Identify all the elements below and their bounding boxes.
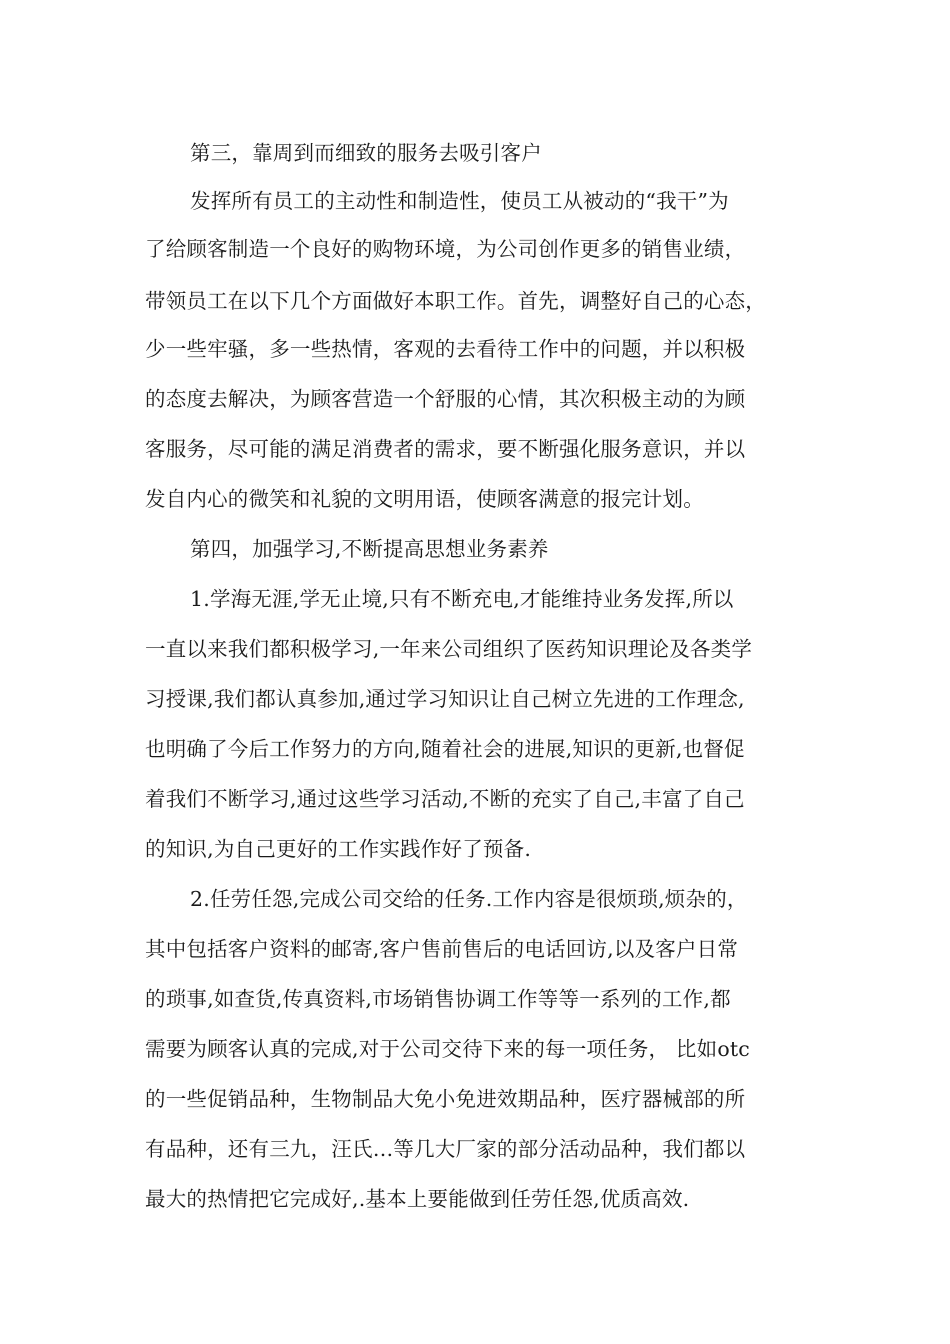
paragraph-line: 2.任劳任怨,完成公司交给的任务.工作内容是很烦琐,烦杂的， [190, 887, 748, 911]
paragraph-line: 带领员工在以下几个方面做好本职工作。首先，调整好自己的心态， [145, 289, 766, 313]
paragraph-line: 少一些牢骚，多一些热情，客观的去看待工作中的问题，并以积极 [145, 337, 746, 361]
paragraph-line: 的一些促销品种，生物制品大免小免进效期品种，医疗器械部的所 [145, 1087, 746, 1111]
section-heading-4: 第四，加强学习,不断提高思想业务素养 [190, 537, 549, 561]
paragraph-line: 1.学海无涯,学无止境,只有不断充电,才能维持业务发挥,所以 [190, 587, 734, 611]
paragraph-line: 的态度去解决，为顾客营造一个舒服的心情，其次积极主动的为顾 [145, 387, 746, 411]
paragraph-line: 一直以来我们都积极学习,一年来公司组织了医药知识理论及各类学 [145, 637, 753, 661]
paragraph-line: 发自内心的微笑和礼貌的文明用语，使顾客满意的报完计划。 [145, 487, 704, 511]
paragraph-line: 客服务，尽可能的满足消费者的需求，要不断强化服务意识，并以 [145, 437, 746, 461]
section-heading-3: 第三，靠周到而细致的服务去吸引客户 [190, 141, 542, 165]
paragraph-line: 发挥所有员工的主动性和制造性，使员工从被动的“我干”为 [190, 189, 729, 213]
paragraph-line: 的琐事,如查货,传真资料,市场销售协调工作等等一系列的工作,都 [145, 987, 731, 1011]
paragraph-line: 也明确了今后工作努力的方向,随着社会的进展,知识的更新,也督促 [145, 737, 745, 761]
paragraph-line: 最大的热情把它完成好,.基本上要能做到任劳任怨,优质高效. [145, 1187, 690, 1211]
paragraph-line: 需要为顾客认真的完成,对于公司交待下来的每一项任务， 比如otc [145, 1037, 750, 1061]
paragraph-line: 其中包括客户资料的邮寄,客户售前售后的电话回访,以及客户日常 [145, 937, 739, 961]
paragraph-line: 着我们不断学习,通过这些学习活动,不断的充实了自己,丰富了自己 [145, 787, 745, 811]
paragraph-line: 的知识,为自己更好的工作实践作好了预备. [145, 837, 532, 861]
paragraph-line: 有品种，还有三九，汪氏…等几大厂家的部分活动品种，我们都以 [145, 1137, 746, 1161]
paragraph-line: 习授课,我们都认真参加,通过学习知识让自己树立先进的工作理念, [145, 687, 745, 711]
paragraph-line: 了给顾客制造一个良好的购物环境，为公司创作更多的销售业绩， [145, 237, 746, 261]
